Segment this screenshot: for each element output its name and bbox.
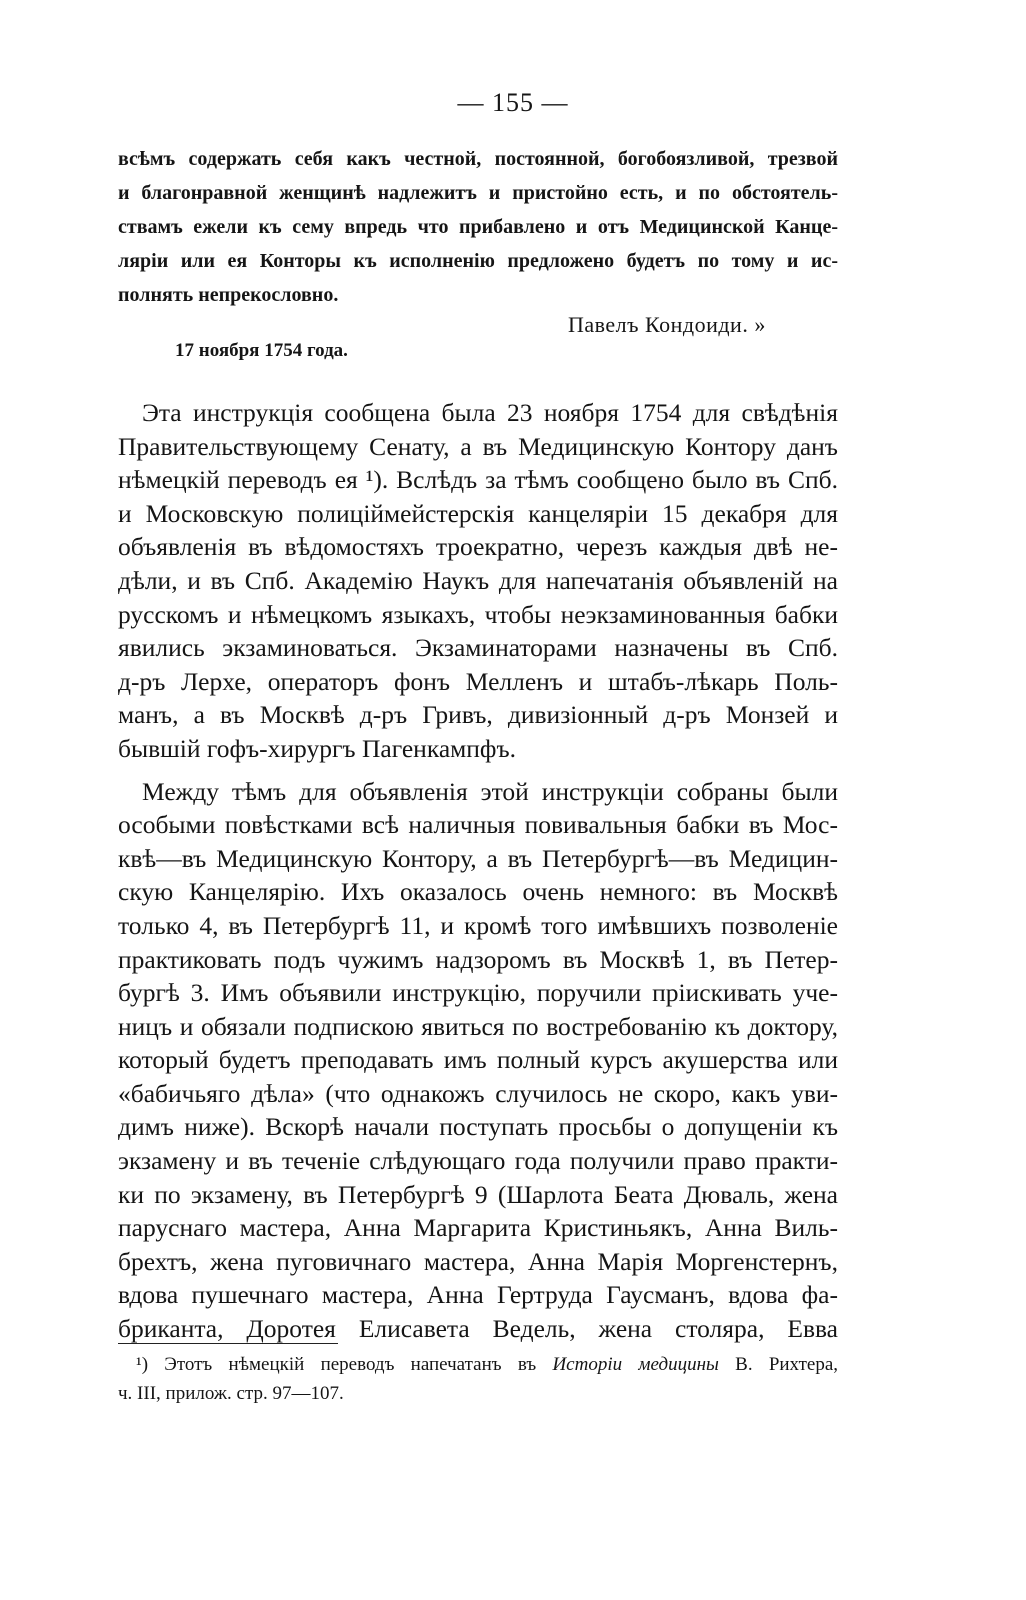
instruction-line: ствамъ ежели къ сему впредь что прибавлено и отъ Медицинской Канце- xyxy=(118,216,838,238)
paragraph-2-line: ницъ и обязали подпискою явиться по востребованію къ доктору, xyxy=(118,1011,838,1041)
paragraph-2-line: который будетъ преподавать имъ полный курсъ акушерства или xyxy=(118,1045,838,1075)
paragraph-2-line: димъ ниже). Вскорѣ начали поступать просьбы о допущеніи къ xyxy=(118,1112,838,1142)
paragraph-1-line: дѣли, и въ Спб. Академію Наукъ для напечатанія объявленій на xyxy=(118,565,838,595)
paragraph-2-line: вдова пушечнаго мастера, Анна Гертруда Гаусманъ, вдова фа- xyxy=(118,1280,838,1310)
body-text xyxy=(118,396,838,1346)
paragraph-2-line: Между тѣмъ для объявленія этой инструкціи собраны были xyxy=(142,776,838,806)
instruction-line: и благонравной женщинѣ надлежитъ и пристойно есть, и по обстоятель- xyxy=(118,182,838,204)
paragraph-2-line: скую Канцелярію. Ихъ оказалось очень немного: въ Москвѣ xyxy=(118,877,838,907)
footnote-author: В. Рихтера, xyxy=(735,1354,839,1375)
paragraph-1-line: Правительствующему Сенату, а въ Медицинскую Контору данъ xyxy=(118,431,838,461)
paragraph-1-line: нѣмецкій переводъ ея ¹). Вслѣдъ за тѣмъ сообщено было въ Спб. xyxy=(118,465,838,495)
paragraph-2-line: бургѣ 3. Имъ объявили инструкцію, поручили пріискивать уче- xyxy=(118,978,838,1008)
paragraph-1-line: явились экзаминоваться. Экзаминаторами назначены въ Спб. xyxy=(118,633,838,663)
footnote-book-title: Исторіи медицины xyxy=(552,1354,719,1375)
page-number: — 155 — xyxy=(457,88,569,117)
instruction-line: полнять непрекословно. xyxy=(118,284,339,306)
paragraph-1-line: Эта инструкція сообщена была 23 ноября 1754 для свѣдѣнія xyxy=(142,398,838,427)
paragraph-1-line: русскомъ и нѣмецкомъ языкахъ, чтобы неэкзаминованныя бабки xyxy=(118,599,838,629)
paragraph-gap xyxy=(118,766,838,775)
signature: Павелъ Кондоиди. » xyxy=(568,312,766,337)
instruction-line: всѣмъ содержать себя какъ честной, постоянной, богобоязливой, трезвой xyxy=(118,148,838,170)
paragraph-1-line: бывшій гофъ-хирургъ Пагенкампфъ. xyxy=(118,733,517,763)
paragraph-1-line: и Московскую полиціймейстерскія канцеляріи 15 декабря для xyxy=(118,498,838,528)
footnote-line xyxy=(118,1350,838,1379)
paragraph-2-line: только 4, въ Петербургѣ 11, и кромѣ того имѣвшихъ позволеніе xyxy=(118,910,838,940)
paragraph-2-line: бриканта, Доротея Елисавета Ведель, жена столяра, Евва xyxy=(118,1314,838,1344)
paragraph-2-line: практиковать подъ чужимъ надзоромъ въ Москвѣ 1, въ Петер- xyxy=(118,944,838,974)
footnote-marker-text: ¹) Этотъ нѣмецкій переводъ напечатанъ въ xyxy=(136,1354,537,1375)
paragraph-2-line: особыми повѣстками всѣ наличныя повивальныя бабки въ Мос- xyxy=(118,810,838,840)
footnote-divider xyxy=(118,1343,338,1344)
paragraph-2-line: квѣ—въ Медицинскую Контору, а въ Петербургѣ—въ Медицин- xyxy=(118,843,838,873)
paragraph-1-line: объявленія въ вѣдомостяхъ троекратно, черезъ каждыя двѣ не- xyxy=(118,532,838,562)
paragraph-2-line: экзамену и въ теченіе слѣдующаго года получили право практи- xyxy=(118,1146,838,1176)
footnote xyxy=(118,1350,838,1408)
instruction-text xyxy=(118,142,838,312)
paragraph-2-line: ки по экзамену, въ Петербургѣ 9 (Шарлота Беата Дюваль, жена xyxy=(118,1179,838,1209)
paragraph-1-line: д-ръ Лерхе, операторъ фонъ Мелленъ и штабъ-лѣкарь Поль- xyxy=(118,666,838,696)
footnote-line: ч. III, прилож. стр. 97—107. xyxy=(118,1383,344,1404)
instruction-line: ляріи или ея Конторы къ исполненію предложено будетъ по тому и ис- xyxy=(118,250,838,272)
paragraph-1-line: манъ, а въ Москвѣ д-ръ Гривъ, дивизіонный д-ръ Монзей и xyxy=(118,700,838,730)
paragraph-2-line: «бабичьяго дѣла» (что однакожъ случилось не скоро, какъ уви- xyxy=(118,1078,838,1108)
date-line: 17 ноября 1754 года. xyxy=(175,340,348,361)
paragraph-2-line: брехтъ, жена пуговичнаго мастера, Анна Марія Моргенстернъ, xyxy=(118,1246,838,1276)
paragraph-2-line: паруснаго мастера, Анна Маргарита Кристиньякъ, Анна Виль- xyxy=(118,1213,838,1243)
